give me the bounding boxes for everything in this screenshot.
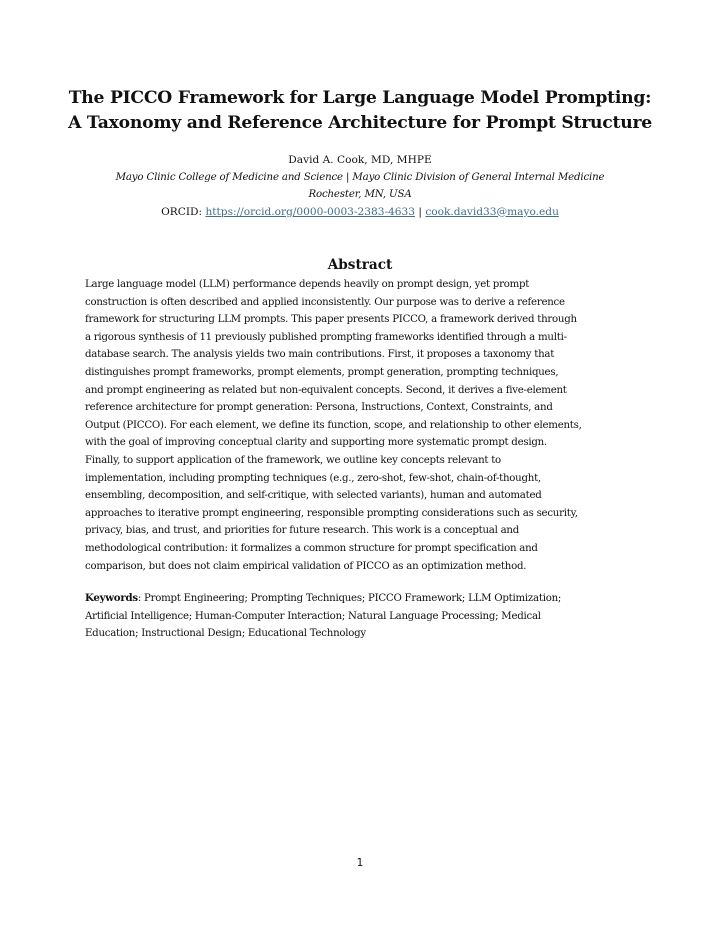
author-block	[60, 152, 660, 221]
orcid-link[interactable]: https://orcid.org/0000-0003-2383-4633	[205, 205, 416, 218]
author-name: David A. Cook, MD, MHPE	[288, 154, 432, 166]
orcid-label: ORCID:	[161, 205, 206, 218]
title-line-2: A Taxonomy and Reference Architecture for Prompt Structure	[68, 112, 652, 133]
abstract-heading: Abstract	[327, 257, 393, 273]
abstract-line: privacy, bias, and trust, and priorities for future research. This work is a conceptual and	[85, 525, 520, 537]
keywords-text-1: : Prompt Engineering; Prompting Techniques; PICCO Framework; LLM Optimization;	[137, 593, 562, 604]
keywords-label: Keywords	[85, 592, 138, 604]
abstract-line: ensembling, decomposition, and self-critique, with selected variants), human and automated	[85, 490, 542, 502]
abstract-line: database search. The analysis yields two main contributions. First, it proposes a taxonomy that	[85, 349, 555, 361]
abstract-line: approaches to iterative prompt engineering, responsible prompting considerations such as security,	[85, 507, 578, 519]
abstract-line: construction is often described and applied inconsistently. Our purpose was to derive a reference	[85, 296, 565, 308]
abstract-line: distinguishes prompt frameworks, prompt elements, prompt generation, prompting techniques,	[85, 366, 559, 378]
abstract-line: a rigorous synthesis of 11 previously published prompting frameworks identified through a multi-	[85, 331, 567, 343]
abstract-line: Finally, to support application of the framework, we outline key concepts relevant to	[85, 454, 501, 466]
abstract-line: Large language model (LLM) performance depends heavily on prompt design, yet prompt	[85, 279, 530, 290]
keywords-line-1	[85, 590, 645, 608]
author-contact-line	[60, 204, 660, 221]
contact-separator: |	[415, 205, 426, 218]
email-link[interactable]: cook.david33@mayo.edu	[425, 205, 559, 218]
abstract-line: and prompt engineering as related but non-equivalent concepts. Second, it derives a five-element	[85, 384, 567, 396]
paper-title	[60, 86, 660, 135]
abstract-body	[85, 276, 645, 575]
author-affiliation: Mayo Clinic College of Medicine and Science | Mayo Clinic Division of General Internal Medicine	[115, 172, 605, 184]
abstract-line: framework for structuring LLM prompts. This paper presents PICCO, a framework derived through	[85, 314, 577, 326]
abstract-line: with the goal of improving conceptual clarity and supporting more systematic prompt design.	[85, 437, 547, 449]
author-location: Rochester, MN, USA	[308, 189, 412, 201]
abstract-line: methodological contribution: it formalizes a common structure for prompt specification and	[85, 542, 538, 554]
title-line-1: The PICCO Framework for Large Language Model Prompting:	[68, 88, 652, 108]
keywords-section	[85, 590, 645, 643]
abstract-line: comparison, but does not claim empirical validation of PICCO as an optimization method.	[85, 560, 527, 572]
keywords-line-2: Artificial Intelligence; Human-Computer Interaction; Natural Language Processing; Medical	[85, 610, 541, 622]
page-number: 1	[356, 857, 364, 869]
abstract-line: Output (PICCO). For each element, we define its function, scope, and relationship to other elements,	[85, 419, 582, 431]
abstract-line: implementation, including prompting techniques (e.g., zero-shot, few-shot, chain-of-thought,	[85, 472, 541, 484]
keywords-line-3: Education; Instructional Design; Educational Technology	[85, 628, 366, 640]
abstract-line: reference architecture for prompt generation: Persona, Instructions, Context, Constraints, and	[85, 402, 553, 414]
